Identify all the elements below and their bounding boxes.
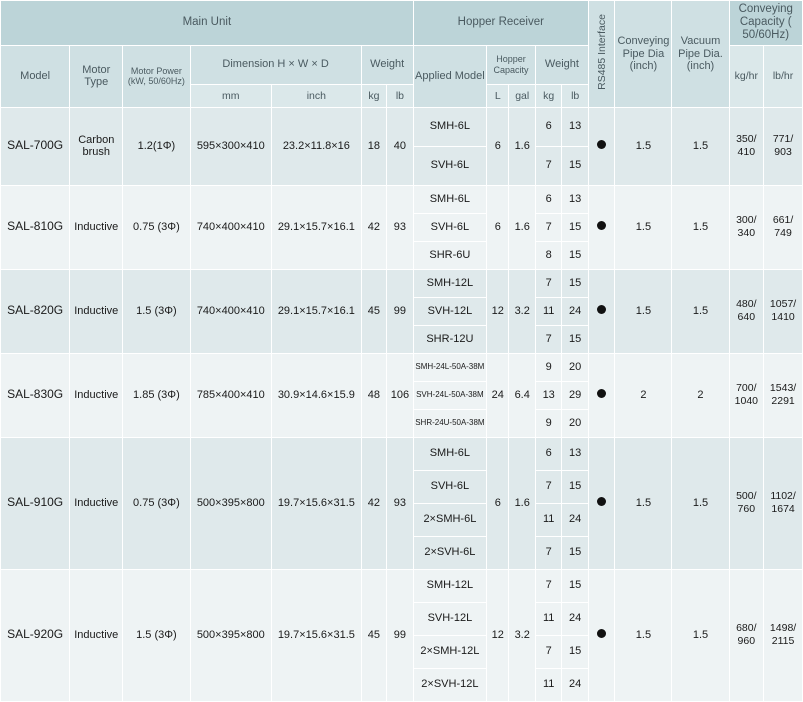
column-header-motor-power: Motor Power (kW, 50/60Hz) — [123, 45, 190, 107]
cell-hopper-weight-kg: 13 — [535, 381, 561, 409]
cell-applied-model: SMH-12L — [413, 269, 486, 297]
cell-hopper-weight-kg: 6 — [535, 107, 561, 146]
cell-hopper-weight-kg: 9 — [535, 353, 561, 381]
column-header-capacity-lbhr: lb/hr — [764, 45, 803, 107]
cell-applied-model: SHR-24U-50A-38M — [413, 409, 486, 437]
cell-applied-model: SVH-12L — [413, 602, 486, 635]
filled-circle-icon — [597, 221, 606, 230]
cell-hopper-capacity-l: 12 — [487, 269, 509, 353]
cell-hopper-weight-lb: 20 — [562, 409, 588, 437]
cell-weight-lb: 106 — [387, 353, 414, 437]
cell-vacuum-pipe-dia: 1.5 — [672, 185, 729, 269]
cell-rs485 — [588, 569, 614, 701]
cell-hopper-weight-kg: 7 — [535, 146, 561, 185]
cell-motor-power: 0.75 (3Φ) — [123, 185, 190, 269]
cell-hopper-capacity-gal: 1.6 — [509, 437, 535, 569]
cell-hopper-weight-lb: 13 — [562, 185, 588, 213]
cell-model: SAL-920G — [1, 569, 70, 701]
cell-hopper-weight-lb: 15 — [562, 470, 588, 503]
column-header-hopper-weight: Weight — [535, 45, 588, 84]
cell-applied-model: 2×SVH-6L — [413, 536, 486, 569]
cell-model: SAL-810G — [1, 185, 70, 269]
cell-capacity-lbhr: 1543/ 2291 — [764, 353, 803, 437]
cell-weight-lb: 99 — [387, 269, 414, 353]
cell-capacity-kghr: 350/ 410 — [729, 107, 764, 185]
column-header-capacity-kghr: kg/hr — [729, 45, 764, 107]
cell-rs485 — [588, 107, 614, 185]
cell-hopper-capacity-l: 6 — [487, 185, 509, 269]
cell-hopper-weight-lb: 29 — [562, 381, 588, 409]
cell-applied-model: SMH-6L — [413, 107, 486, 146]
group-header-main-unit: Main Unit — [1, 1, 414, 46]
cell-hopper-weight-lb: 13 — [562, 437, 588, 470]
cell-hopper-weight-kg: 7 — [535, 325, 561, 353]
cell-weight-lb: 93 — [387, 437, 414, 569]
cell-hopper-weight-lb: 15 — [562, 213, 588, 241]
table-row — [1, 353, 803, 381]
cell-applied-model: SVH-6L — [413, 213, 486, 241]
cell-weight-lb: 99 — [387, 569, 414, 701]
cell-capacity-lbhr: 1102/ 1674 — [764, 437, 803, 569]
cell-vacuum-pipe-dia: 1.5 — [672, 569, 729, 701]
cell-dimension-inch: 30.9×14.6×15.9 — [272, 353, 362, 437]
cell-conveying-pipe-dia: 1.5 — [615, 107, 672, 185]
cell-motor-power: 1.5 (3Φ) — [123, 569, 190, 701]
cell-dimension-mm: 500×395×800 — [190, 437, 272, 569]
cell-hopper-weight-kg: 7 — [535, 569, 561, 602]
cell-hopper-capacity-gal: 3.2 — [509, 269, 535, 353]
cell-model: SAL-910G — [1, 437, 70, 569]
cell-weight-lb: 40 — [387, 107, 414, 185]
column-header-applied-model: Applied Model — [413, 45, 486, 107]
cell-hopper-weight-lb: 24 — [562, 297, 588, 325]
column-header-weight: Weight — [361, 45, 413, 84]
cell-applied-model: 2×SVH-12L — [413, 668, 486, 701]
cell-dimension-inch: 29.1×15.7×16.1 — [272, 185, 362, 269]
cell-capacity-kghr: 480/ 640 — [729, 269, 764, 353]
cell-motor-type: Inductive — [70, 437, 123, 569]
cell-motor-power: 0.75 (3Φ) — [123, 437, 190, 569]
cell-weight-lb: 93 — [387, 185, 414, 269]
cell-weight-kg: 18 — [361, 107, 386, 185]
cell-applied-model: 2×SMH-6L — [413, 503, 486, 536]
column-header-hopper-weight-lb: lb — [562, 84, 588, 107]
cell-applied-model: SVH-24L-50A-38M — [413, 381, 486, 409]
column-header-motor-type: Motor Type — [70, 45, 123, 107]
cell-motor-power: 1.2(1Φ) — [123, 107, 190, 185]
cell-capacity-lbhr: 661/ 749 — [764, 185, 803, 269]
cell-hopper-weight-lb: 15 — [562, 536, 588, 569]
column-header-dimension-mm: mm — [190, 84, 272, 107]
cell-applied-model: SVH-12L — [413, 297, 486, 325]
cell-hopper-capacity-gal: 1.6 — [509, 107, 535, 185]
cell-hopper-weight-kg: 11 — [535, 668, 561, 701]
group-header-conveying-capacity: Conveying Capacity ( 50/60Hz) — [729, 1, 803, 46]
cell-weight-kg: 42 — [361, 185, 386, 269]
cell-applied-model: SHR-12U — [413, 325, 486, 353]
cell-applied-model: SHR-6U — [413, 241, 486, 269]
cell-applied-model: SVH-6L — [413, 470, 486, 503]
cell-model: SAL-830G — [1, 353, 70, 437]
cell-hopper-capacity-gal: 3.2 — [509, 569, 535, 701]
cell-hopper-weight-kg: 7 — [535, 635, 561, 668]
cell-hopper-capacity-gal: 6.4 — [509, 353, 535, 437]
cell-hopper-weight-lb: 24 — [562, 668, 588, 701]
column-header-hopper-l: L — [487, 84, 509, 107]
column-header-weight-lb: lb — [387, 84, 414, 107]
table-row — [1, 569, 803, 602]
cell-capacity-lbhr: 1498/ 2115 — [764, 569, 803, 701]
cell-dimension-mm: 740×400×410 — [190, 185, 272, 269]
rs485-label: RS485 Interface — [595, 14, 608, 91]
cell-hopper-weight-lb: 20 — [562, 353, 588, 381]
cell-hopper-weight-kg: 6 — [535, 185, 561, 213]
cell-applied-model: SVH-6L — [413, 146, 486, 185]
cell-hopper-weight-kg: 7 — [535, 470, 561, 503]
cell-rs485 — [588, 353, 614, 437]
cell-hopper-weight-kg: 11 — [535, 602, 561, 635]
cell-weight-kg: 42 — [361, 437, 386, 569]
cell-weight-kg: 48 — [361, 353, 386, 437]
cell-model: SAL-700G — [1, 107, 70, 185]
cell-hopper-capacity-gal: 1.6 — [509, 185, 535, 269]
cell-hopper-weight-kg: 11 — [535, 503, 561, 536]
cell-hopper-weight-lb: 15 — [562, 146, 588, 185]
cell-hopper-weight-lb: 15 — [562, 241, 588, 269]
cell-motor-type: Inductive — [70, 269, 123, 353]
cell-dimension-mm: 785×400×410 — [190, 353, 272, 437]
cell-capacity-kghr: 680/ 960 — [729, 569, 764, 701]
cell-hopper-weight-kg: 8 — [535, 241, 561, 269]
column-header-hopper-capacity: Hopper Capacity — [487, 45, 536, 84]
cell-hopper-weight-kg: 9 — [535, 409, 561, 437]
cell-motor-power: 1.85 (3Φ) — [123, 353, 190, 437]
cell-capacity-kghr: 300/ 340 — [729, 185, 764, 269]
column-header-hopper-weight-kg: kg — [535, 84, 561, 107]
cell-dimension-mm: 740×400×410 — [190, 269, 272, 353]
table-row — [1, 269, 803, 297]
cell-hopper-capacity-l: 12 — [487, 569, 509, 701]
cell-motor-power: 1.5 (3Φ) — [123, 269, 190, 353]
cell-applied-model: SMH-12L — [413, 569, 486, 602]
cell-conveying-pipe-dia: 1.5 — [615, 437, 672, 569]
column-header-weight-kg: kg — [361, 84, 386, 107]
cell-applied-model: SMH-6L — [413, 185, 486, 213]
cell-motor-type: Inductive — [70, 353, 123, 437]
cell-hopper-weight-lb: 15 — [562, 269, 588, 297]
column-header-dimension-inch: inch — [272, 84, 362, 107]
table-row — [1, 437, 803, 470]
cell-hopper-weight-lb: 15 — [562, 635, 588, 668]
cell-conveying-pipe-dia: 2 — [615, 353, 672, 437]
column-header-rs485 — [588, 1, 614, 108]
cell-hopper-weight-lb: 24 — [562, 602, 588, 635]
cell-conveying-pipe-dia: 1.5 — [615, 269, 672, 353]
cell-dimension-inch: 29.1×15.7×16.1 — [272, 269, 362, 353]
column-header-vacuum-pipe-dia: Vacuum Pipe Dia. (inch) — [672, 1, 729, 108]
cell-weight-kg: 45 — [361, 269, 386, 353]
cell-dimension-inch: 19.7×15.6×31.5 — [272, 569, 362, 701]
cell-motor-type: Inductive — [70, 569, 123, 701]
cell-conveying-pipe-dia: 1.5 — [615, 569, 672, 701]
filled-circle-icon — [597, 389, 606, 398]
column-header-dimension: Dimension H × W × D — [190, 45, 361, 84]
cell-hopper-weight-kg: 6 — [535, 437, 561, 470]
filled-circle-icon — [597, 497, 606, 506]
filled-circle-icon — [597, 140, 606, 149]
column-header-hopper-gal: gal — [509, 84, 535, 107]
cell-hopper-weight-kg: 11 — [535, 297, 561, 325]
cell-hopper-capacity-l: 24 — [487, 353, 509, 437]
cell-motor-type: Inductive — [70, 185, 123, 269]
cell-applied-model: SMH-24L-50A-38M — [413, 353, 486, 381]
cell-rs485 — [588, 437, 614, 569]
filled-circle-icon — [597, 629, 606, 638]
cell-hopper-weight-kg: 7 — [535, 536, 561, 569]
cell-capacity-kghr: 700/ 1040 — [729, 353, 764, 437]
cell-conveying-pipe-dia: 1.5 — [615, 185, 672, 269]
cell-rs485 — [588, 269, 614, 353]
cell-hopper-capacity-l: 6 — [487, 107, 509, 185]
cell-capacity-kghr: 500/ 760 — [729, 437, 764, 569]
column-header-conveying-pipe-dia: Conveying Pipe Dia (inch) — [615, 1, 672, 108]
cell-hopper-capacity-l: 6 — [487, 437, 509, 569]
cell-capacity-lbhr: 771/ 903 — [764, 107, 803, 185]
cell-dimension-mm: 500×395×800 — [190, 569, 272, 701]
cell-vacuum-pipe-dia: 2 — [672, 353, 729, 437]
table-body — [1, 107, 803, 701]
column-header-model: Model — [1, 45, 70, 107]
group-header-hopper-receiver: Hopper Receiver — [413, 1, 588, 46]
cell-capacity-lbhr: 1057/ 1410 — [764, 269, 803, 353]
cell-hopper-weight-lb: 24 — [562, 503, 588, 536]
filled-circle-icon — [597, 305, 606, 314]
cell-hopper-weight-lb: 15 — [562, 569, 588, 602]
cell-hopper-weight-kg: 7 — [535, 269, 561, 297]
cell-vacuum-pipe-dia: 1.5 — [672, 269, 729, 353]
cell-applied-model: 2×SMH-12L — [413, 635, 486, 668]
cell-applied-model: SMH-6L — [413, 437, 486, 470]
table-row — [1, 185, 803, 213]
cell-model: SAL-820G — [1, 269, 70, 353]
cell-hopper-weight-lb: 13 — [562, 107, 588, 146]
cell-vacuum-pipe-dia: 1.5 — [672, 107, 729, 185]
cell-rs485 — [588, 185, 614, 269]
cell-dimension-inch: 23.2×11.8×16 — [272, 107, 362, 185]
cell-hopper-weight-kg: 7 — [535, 213, 561, 241]
cell-dimension-inch: 19.7×15.6×31.5 — [272, 437, 362, 569]
cell-weight-kg: 45 — [361, 569, 386, 701]
cell-hopper-weight-lb: 15 — [562, 325, 588, 353]
cell-vacuum-pipe-dia: 1.5 — [672, 437, 729, 569]
table-row — [1, 107, 803, 146]
cell-motor-type: Carbon brush — [70, 107, 123, 185]
cell-dimension-mm: 595×300×410 — [190, 107, 272, 185]
